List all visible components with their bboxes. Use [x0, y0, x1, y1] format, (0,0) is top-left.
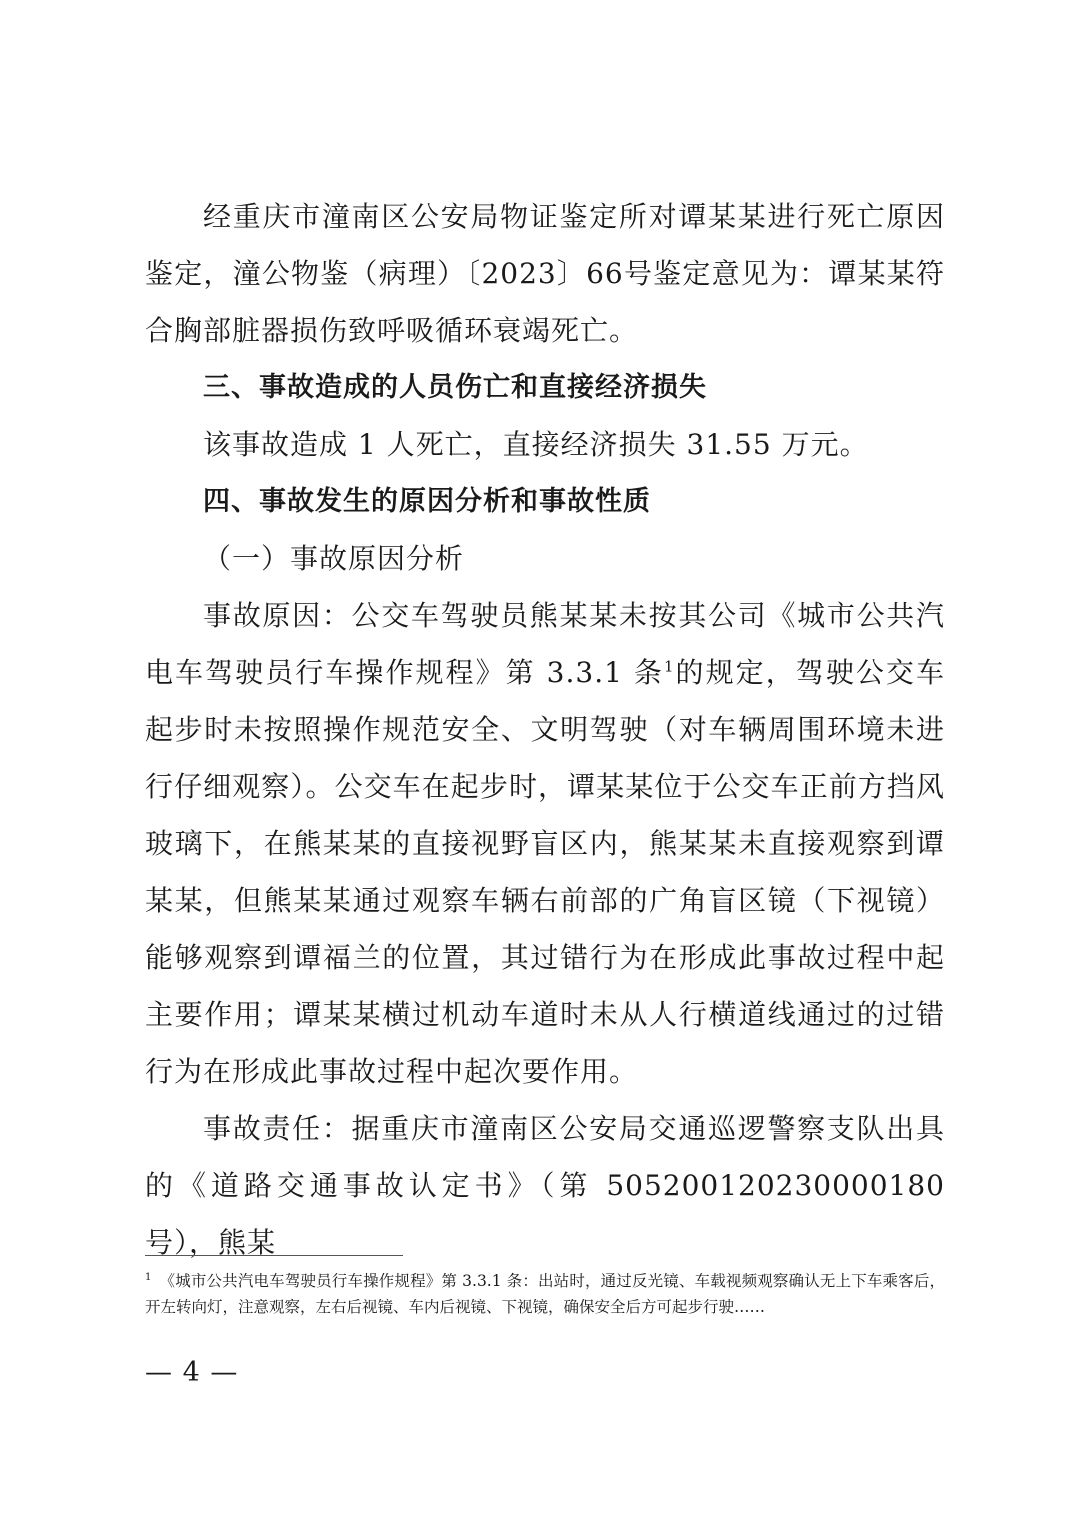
page-number: — 4 —	[145, 1357, 239, 1388]
section-heading-cause-analysis: 四、事故发生的原因分析和事故性质	[203, 486, 651, 517]
paragraph-accident-cause	[145, 587, 945, 1100]
paragraph-accident-responsibility: 事故责任：据重庆市潼南区公安局交通巡逻警察支队出具的《道路交通事故认定书》（第 505200120230000180 号），熊某	[145, 1112, 945, 1259]
document-body	[145, 188, 945, 1271]
footnote-reference[interactable]: 1	[663, 657, 675, 676]
subheading-cause-analysis: （一）事故原因分析	[203, 542, 465, 575]
footnote	[145, 1268, 945, 1320]
accident-cause-text-part1: 事故原因：公交车驾驶员熊某某未按其公司《城市公共汽电车驾驶员行车操作规程》第 3.3.1 条	[145, 599, 945, 689]
footnote-text: 《城市公共汽电车驾驶员行车操作规程》第 3.3.1 条：出站时，通过反光镜、车载视频观察确认无上下车乘客后，开左转向灯，注意观察，左右后视镜、车内后视镜、下视镜，确保安全后方可起步行驶……	[145, 1272, 945, 1316]
paragraph-losses: 该事故造成 1 人死亡，直接经济损失 31.55 万元。	[203, 428, 869, 461]
footnote-divider	[145, 1255, 403, 1256]
accident-cause-text-part2: 的规定，驾驶公交车起步时未按照操作规范安全、文明驾驶（对车辆周围环境未进行仔细观察）。公交车在起步时，谭某某位于公交车正前方挡风玻璃下，在熊某某的直接视野盲区内，熊某某未直接观察到谭某某，但熊某某通过观察车辆右前部的广角盲区镜（下视镜）能够观察到谭福兰的位置，其过错行为在形成此事故过程中起主要作用；谭某某横过机动车道时未从人行横道线通过的过错行为在形成此事故过程中起次要作用。	[145, 656, 945, 1088]
section-heading-casualties: 三、事故造成的人员伤亡和直接经济损失	[203, 372, 707, 403]
footnote-marker: 1	[145, 1271, 152, 1283]
paragraph-death-cause: 经重庆市潼南区公安局物证鉴定所对谭某某进行死亡原因鉴定，潼公物鉴（病理）〔2023〕66号鉴定意见为：谭某某符合胸部脏器损伤致呼吸循环衰竭死亡。	[145, 200, 945, 347]
